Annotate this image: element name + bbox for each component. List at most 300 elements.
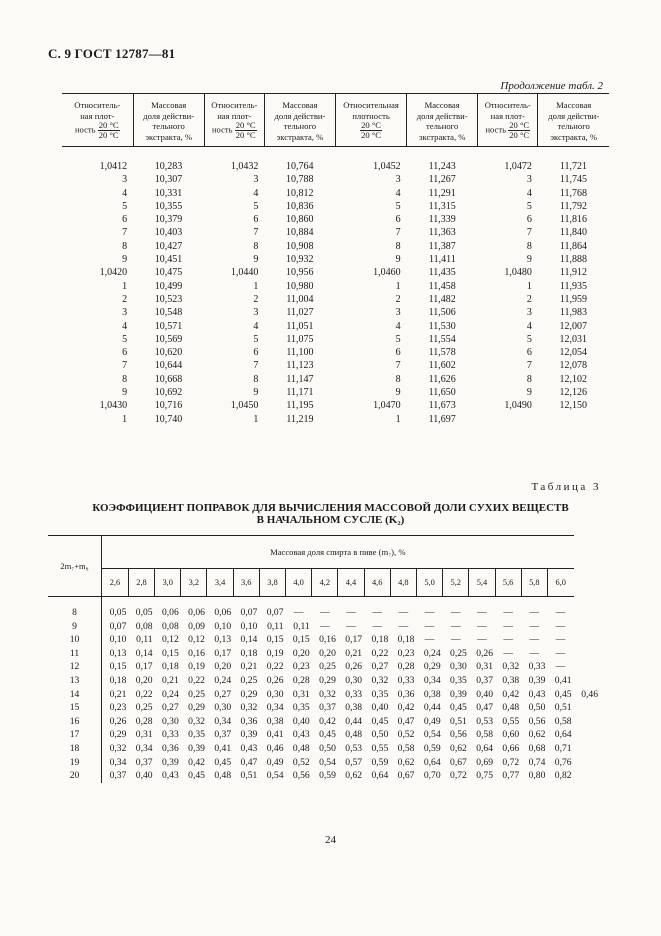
mass-extract-cell: 10,379 (154, 214, 183, 226)
column-header: 2,8 (128, 568, 154, 596)
coefficient-cell: 0,58 (476, 729, 494, 741)
mass-extract-cell: 10,283 (154, 161, 183, 172)
coefficient-cell: 0,72 (450, 770, 467, 782)
coefficient-cell: 0,10 (240, 620, 258, 632)
table-row (48, 728, 600, 742)
column-header: 3,0 (155, 568, 181, 596)
row-key-cell: 13 (48, 674, 102, 688)
coefficient-cell: 0,47 (397, 715, 415, 727)
table-row (48, 647, 600, 661)
coefficient-cell: 0,67 (397, 770, 415, 782)
density-cell: 6 (253, 347, 259, 359)
table-row (62, 173, 609, 186)
mass-extract-cell: 11,864 (559, 240, 587, 252)
coefficient-cell: 0,34 (266, 702, 284, 714)
column-header: 3,8 (259, 568, 285, 596)
coefficient-cell: 0,37 (319, 702, 336, 714)
density-cell: 7 (122, 227, 128, 239)
coefficient-cell: 0,05 (135, 607, 153, 618)
density-cell: 9 (122, 387, 128, 399)
mass-extract-cell: 10,548 (154, 307, 183, 319)
table-row (48, 633, 600, 647)
coefficient-cell: 0,23 (292, 661, 310, 673)
mass-extract-cell: 12,078 (559, 360, 587, 372)
density-cell: 1,0470 (373, 400, 401, 412)
mass-extract-cell: 11,123 (286, 360, 314, 372)
row-key-cell: 12 (48, 660, 102, 674)
table-label: Таблица 3 (531, 481, 601, 493)
coefficient-cell: 0,27 (371, 661, 389, 673)
coefficient-cell: 0,07 (240, 607, 258, 618)
mass-extract-cell: 11,530 (428, 320, 456, 332)
row-key-cell: 14 (48, 688, 102, 702)
coefficient-cell: 0,54 (423, 729, 441, 741)
density-cell: 3 (526, 174, 532, 186)
density-cell: 1,0490 (504, 400, 532, 412)
coefficient-cell: 0,23 (397, 647, 415, 659)
density-cell: 6 (395, 347, 401, 359)
density-cell: 6 (526, 347, 532, 359)
table-row (48, 660, 600, 674)
coefficient-cell: 0,44 (423, 702, 441, 714)
mass-extract-cell: 11,768 (559, 187, 587, 199)
coefficient-cell: 0,52 (397, 729, 415, 741)
coefficient-cell: 0,40 (371, 702, 389, 714)
mass-extract-cell: 10,740 (154, 413, 183, 425)
density-cell: 8 (253, 240, 259, 252)
coefficient-cell: 0,45 (554, 688, 572, 700)
mass-extract-cell: 10,569 (154, 333, 183, 345)
coefficient-cell: 0,55 (371, 742, 389, 754)
mass-extract-cell: 10,932 (285, 254, 314, 266)
density-cell: 5 (122, 200, 128, 212)
density-cell: 1,0430 (99, 400, 128, 412)
row-key-cell: 18 (48, 742, 102, 756)
coefficient-cell: 0,29 (240, 688, 258, 700)
coefficient-cell: 0,80 (528, 770, 546, 782)
mass-extract-cell: 11,482 (428, 293, 456, 305)
coefficient-cell: 0,43 (292, 729, 310, 741)
density-cell: 6 (122, 347, 128, 359)
coefficient-cell: — (503, 620, 513, 632)
mass-extract-cell: 10,571 (154, 320, 183, 332)
coefficient-cell: — (372, 607, 382, 618)
coefficient-cell: 0,48 (292, 742, 310, 754)
coefficient-cell: 0,34 (214, 715, 232, 727)
coefficient-cell: — (346, 620, 356, 632)
mass-extract-cell: 10,644 (154, 360, 183, 372)
density-cell: 7 (395, 360, 401, 372)
coefficient-cell: 0,30 (161, 715, 179, 727)
mass-extract-header: Массовая доля действи- тельного экстракта, % (264, 94, 335, 147)
coefficient-cell: 0,43 (240, 742, 258, 754)
density-cell: 9 (122, 254, 128, 266)
density-cell: 1,0440 (230, 267, 259, 279)
mass-extract-cell: 10,307 (154, 174, 183, 186)
mass-extract-cell: 11,650 (428, 387, 456, 399)
table-row (62, 280, 609, 293)
table-row (62, 266, 609, 279)
mass-extract-cell: 11,959 (559, 293, 587, 305)
coefficient-cell: 0,62 (397, 756, 415, 768)
column-header: 4,4 (338, 568, 364, 596)
coefficient-cell: 0,19 (188, 661, 205, 673)
coefficient-cell: — (529, 607, 540, 618)
density-cell: 9 (253, 387, 259, 399)
coefficient-cell: 0,24 (423, 647, 441, 659)
density-cell: 5 (253, 333, 259, 345)
coefficient-cell: 0,82 (554, 770, 572, 782)
coefficient-cell: 0,06 (188, 607, 205, 618)
table-row (48, 756, 600, 770)
column-header: 3,6 (233, 568, 259, 596)
coefficient-cell: 0,29 (319, 674, 336, 686)
column-header: 3,4 (207, 568, 233, 596)
coefficient-cell: 0,05 (109, 607, 127, 618)
coefficient-cell: 0,64 (371, 770, 389, 782)
table-row (48, 742, 600, 756)
group-header: Массовая доля спирта в пиве (m₇), % (102, 536, 574, 569)
coefficient-cell: 0,33 (397, 674, 415, 686)
mass-extract-cell: 11,147 (286, 373, 314, 385)
coefficient-cell: 0,48 (502, 702, 520, 714)
coefficient-cell: 0,30 (345, 674, 363, 686)
table-row (62, 306, 609, 319)
density-cell: 6 (122, 214, 128, 226)
table-row (48, 715, 600, 729)
density-cell: 3 (122, 174, 128, 186)
coefficient-cell: 0,09 (188, 620, 205, 632)
mass-extract-cell: 10,884 (285, 227, 314, 239)
table-row (62, 320, 609, 333)
density-cell: 1,0412 (99, 161, 128, 172)
column-header: 2,6 (102, 568, 129, 596)
coefficient-cell: 0,70 (423, 770, 441, 782)
mass-extract-cell: 11,100 (286, 347, 314, 359)
coefficient-cell: 0,52 (292, 756, 310, 768)
coefficient-cell: — (555, 634, 566, 646)
coefficient-cell: 0,37 (109, 770, 127, 782)
density-cell: 8 (122, 373, 128, 385)
coefficient-cell: 0,55 (502, 715, 520, 727)
coefficient-cell: — (503, 647, 513, 659)
row-key-cell: 16 (48, 715, 102, 729)
coefficient-cell: 0,36 (240, 715, 258, 727)
table-row (62, 386, 609, 399)
mass-extract-cell: 12,031 (559, 333, 587, 345)
coefficient-cell: 0,35 (450, 674, 467, 686)
coefficient-cell: — (503, 607, 513, 618)
density-cell: 1 (526, 280, 532, 292)
coefficient-cell: 0,32 (319, 688, 336, 700)
coefficient-cell: 0,44 (345, 715, 363, 727)
mass-extract-cell: 11,411 (428, 254, 456, 266)
coefficient-cell: 0,26 (266, 674, 284, 686)
coefficient-cell: 0,41 (214, 742, 232, 754)
coefficient-cell: 0,18 (109, 674, 127, 686)
density-cell: 2 (253, 293, 259, 305)
coefficient-cell: — (293, 607, 304, 618)
coefficient-cell: 0,10 (214, 620, 232, 632)
density-header: Относитель- ная плот- ность $\frac{20 ^\circ С}{20 ^\circ С}$ (478, 94, 538, 147)
density-header: Относитель- ная плот- ность $\frac{20 ^\circ С}{20 ^\circ С}$ (204, 94, 264, 147)
mass-extract-cell: 11,888 (559, 254, 587, 266)
density-cell: 9 (395, 254, 401, 266)
coefficient-cell: 0,58 (397, 742, 415, 754)
mass-extract-cell: 11,291 (428, 187, 456, 199)
column-header: 5,6 (495, 568, 521, 596)
mass-extract-cell: 10,764 (285, 161, 314, 172)
coefficient-cell: 0,59 (371, 756, 389, 768)
mass-extract-cell: 10,860 (285, 214, 314, 226)
coefficient-cell: 0,34 (109, 756, 127, 768)
table-row (62, 346, 609, 359)
coefficient-cell: 0,18 (161, 661, 179, 673)
mass-extract-cell: 11,792 (559, 200, 587, 212)
coefficient-cell: 0,28 (135, 715, 153, 727)
mass-extract-cell: 11,435 (428, 267, 456, 279)
coefficient-cell: 0,34 (135, 742, 153, 754)
coefficient-cell: 0,22 (371, 647, 389, 659)
coefficient-cell: 0,58 (554, 715, 572, 727)
density-cell: 3 (395, 174, 401, 186)
coefficient-cell: 0,31 (292, 688, 310, 700)
mass-extract-cell: 12,054 (559, 347, 587, 359)
coefficient-cell: 0,27 (214, 688, 232, 700)
table-row (62, 413, 609, 426)
density-cell: 1,0480 (504, 267, 532, 279)
row-key-cell: 19 (48, 756, 102, 770)
coefficient-cell: 0,54 (319, 756, 336, 768)
mass-extract-cell: 10,427 (154, 240, 183, 252)
coefficient-cell: 0,32 (188, 715, 205, 727)
coefficient-cell: 0,51 (450, 715, 467, 727)
column-header: 4,2 (312, 568, 338, 596)
density-cell: 7 (526, 360, 532, 372)
density-cell: 7 (253, 360, 259, 372)
coefficient-cell: 0,77 (502, 770, 520, 782)
density-cell: 7 (253, 227, 259, 239)
coefficient-cell: 0,39 (161, 756, 179, 768)
coefficient-cell: 0,07 (109, 620, 127, 632)
coefficient-cell: 0,60 (502, 729, 520, 741)
mass-extract-header: Массовая доля действи- тельного экстракта, % (538, 94, 609, 147)
coefficient-cell: 0,25 (319, 661, 336, 673)
coefficient-cell: — (450, 634, 461, 646)
coefficient-cell: — (529, 647, 540, 659)
density-cell: 1 (122, 280, 128, 292)
coefficient-cell: 0,37 (476, 674, 494, 686)
density-cell: 3 (253, 174, 259, 186)
density-cell: 4 (253, 187, 259, 199)
table-row (62, 359, 609, 372)
coefficient-cell: 0,17 (135, 661, 153, 673)
coefficient-cell: — (477, 607, 487, 618)
coefficient-cell: 0,15 (109, 661, 127, 673)
density-cell: 1,0450 (230, 400, 259, 412)
density-cell: 6 (395, 214, 401, 226)
mass-extract-cell: 11,697 (428, 413, 456, 425)
coefficient-cell: 0,15 (292, 634, 310, 646)
mass-extract-cell: 11,195 (286, 400, 314, 412)
coefficient-cell: 0,22 (135, 688, 153, 700)
coefficient-cell: 0,07 (266, 607, 284, 618)
table-row (62, 147, 609, 174)
coefficient-cell: 0,48 (345, 729, 363, 741)
mass-extract-cell: 12,102 (559, 373, 587, 385)
density-cell: 8 (253, 373, 259, 385)
mass-extract-cell: 11,267 (428, 174, 456, 186)
coefficient-cell: 0,68 (528, 742, 546, 754)
density-cell: 4 (253, 320, 259, 332)
coefficient-cell: 0,32 (240, 702, 258, 714)
coefficient-cell: 0,28 (292, 674, 310, 686)
coefficient-cell: 0,47 (476, 702, 494, 714)
coefficient-cell: 0,21 (109, 688, 127, 700)
coefficient-cell: 0,69 (476, 756, 494, 768)
coefficient-cell: 0,40 (135, 770, 153, 782)
coefficient-cell: 0,45 (371, 715, 389, 727)
density-cell: 8 (122, 240, 128, 252)
coefficient-cell: 0,38 (345, 702, 363, 714)
coefficient-cell: 0,17 (345, 634, 363, 646)
coefficient-cell: 0,57 (345, 756, 363, 768)
coefficient-cell: 0,06 (214, 607, 232, 618)
coefficient-cell: 0,40 (292, 715, 310, 727)
coefficient-cell: 0,17 (214, 647, 232, 659)
mass-extract-cell: 10,908 (285, 240, 314, 252)
coefficient-cell: 0,40 (476, 688, 494, 700)
coefficient-cell: 0,46 (266, 742, 284, 754)
coefficient-cell: 0,56 (292, 770, 310, 782)
coefficient-cell: — (320, 607, 330, 618)
table-row (62, 213, 609, 226)
coefficient-cell: 0,51 (240, 770, 258, 782)
coefficient-cell: 0,30 (266, 688, 284, 700)
mass-extract-cell: 10,716 (154, 400, 183, 412)
mass-extract-cell: 12,126 (559, 387, 587, 399)
density-cell: 9 (395, 387, 401, 399)
coefficient-cell: — (477, 620, 487, 632)
coefficient-cell: 0,18 (397, 634, 415, 646)
density-cell: 5 (395, 200, 401, 212)
mass-extract-cell: 11,816 (559, 214, 587, 226)
coefficient-cell: 0,64 (554, 729, 572, 741)
coefficient-cell: — (555, 607, 566, 618)
table-row (62, 373, 609, 386)
coefficient-cell: — (320, 620, 330, 632)
coefficient-cell: 0,33 (528, 661, 546, 673)
density-cell: 8 (395, 240, 401, 252)
density-cell: 4 (395, 320, 401, 332)
table-row (62, 333, 609, 346)
table-row (48, 597, 600, 620)
coefficient-cell: 0,51 (554, 702, 572, 714)
coefficient-cell: 0,39 (188, 742, 205, 754)
density-cell: 1 (253, 413, 259, 425)
coefficient-cell: 0,62 (528, 729, 546, 741)
coefficient-cell: 0,14 (240, 634, 258, 646)
coefficient-cell: 0,13 (214, 634, 232, 646)
density-cell: 6 (526, 214, 532, 226)
coefficient-cell: 0,59 (423, 742, 441, 754)
density-cell: 8 (526, 373, 532, 385)
coefficient-cell: 0,25 (450, 647, 467, 659)
row-key-cell: 11 (48, 647, 102, 661)
coefficient-cell: 0,35 (292, 702, 310, 714)
coefficient-cell: 0,45 (319, 729, 336, 741)
coefficient-cell: 0,27 (161, 702, 179, 714)
coefficient-cell: 0,15 (161, 647, 179, 659)
density-cell: 1,0420 (99, 267, 128, 279)
density-cell: 2 (526, 293, 532, 305)
coefficient-cell: 0,24 (161, 688, 179, 700)
coefficient-cell: 0,20 (319, 647, 336, 659)
mass-extract-cell: 11,075 (286, 333, 314, 345)
coefficient-cell: 0,39 (240, 729, 258, 741)
coefficient-cell: 0,76 (554, 756, 572, 768)
coefficient-cell: 0,15 (266, 634, 284, 646)
row-key-cell: 15 (48, 701, 102, 715)
density-cell: 9 (253, 254, 259, 266)
coefficient-cell: 0,11 (136, 634, 153, 646)
coefficient-cell: 0,39 (528, 674, 546, 686)
coefficient-cell: 0,08 (161, 620, 179, 632)
mass-extract-cell: 11,458 (428, 280, 456, 292)
coefficient-cell: 0,11 (293, 620, 310, 632)
coefficient-cell: 0,20 (292, 647, 310, 659)
density-header: Относительная плотность $\frac{20 ^\circ С}{20 ^\circ С}$ (335, 94, 406, 147)
mass-extract-cell: 11,315 (428, 200, 456, 212)
mass-extract-cell: 11,626 (428, 373, 456, 385)
coefficient-cell: — (529, 634, 540, 646)
coefficient-cell: 0,23 (109, 702, 127, 714)
density-cell: 1 (395, 280, 401, 292)
coefficient-cell: 0,62 (450, 742, 467, 754)
row-key-cell: 17 (48, 728, 102, 742)
coefficient-cell: 0,26 (109, 715, 127, 727)
mass-extract-cell: 12,007 (559, 320, 587, 332)
coefficient-cell: 0,32 (371, 674, 389, 686)
coefficient-cell: 0,12 (161, 634, 179, 646)
coefficient-cell: — (346, 607, 356, 618)
mass-extract-cell (538, 413, 609, 426)
coefficient-cell: 0,13 (109, 647, 127, 659)
density-cell: 8 (526, 240, 532, 252)
coefficient-cell: 0,41 (554, 674, 572, 686)
coefficient-cell: 0,22 (266, 661, 284, 673)
mass-extract-cell: 11,387 (428, 240, 456, 252)
coefficient-cell: 0,39 (450, 688, 467, 700)
mass-extract-cell: 10,331 (154, 187, 183, 199)
coefficient-cell: 0,45 (188, 770, 205, 782)
coefficient-cell: 0,53 (345, 742, 363, 754)
coefficient-cell: — (450, 620, 461, 632)
density-cell: 8 (395, 373, 401, 385)
row-key-cell: 8 (48, 597, 102, 620)
coefficient-cell: 0,30 (214, 702, 232, 714)
coefficient-cell: 0,41 (266, 729, 284, 741)
coefficient-cell: 0,38 (266, 715, 284, 727)
coefficient-cell: 0,33 (345, 688, 363, 700)
mass-extract-cell: 11,935 (559, 280, 587, 292)
density-cell: 6 (253, 214, 259, 226)
coefficient-cell: 0,35 (371, 688, 389, 700)
mass-extract-cell: 11,673 (428, 400, 456, 412)
coefficient-cell: 0,25 (135, 702, 153, 714)
coefficient-cell: 0,32 (502, 661, 520, 673)
mass-extract-cell: 11,506 (428, 307, 456, 319)
